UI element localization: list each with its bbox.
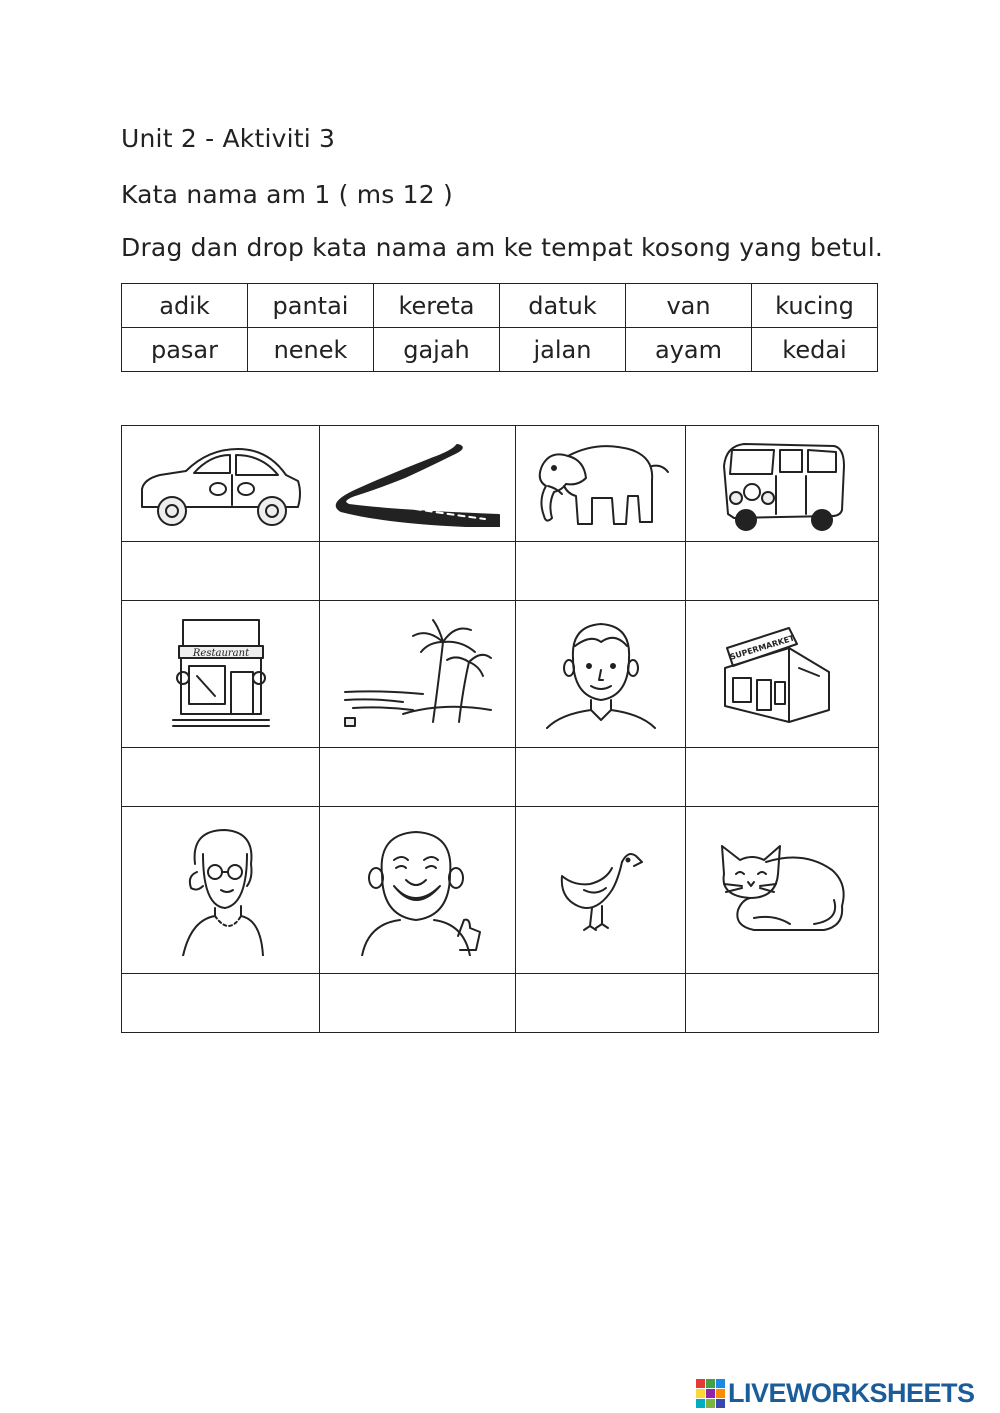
picture-grid: [121, 425, 879, 1033]
answer-dropzone[interactable]: [516, 542, 686, 601]
word-chip[interactable]: pasar: [122, 328, 248, 372]
picture-cell: [122, 426, 320, 542]
answer-dropzone[interactable]: [516, 974, 686, 1033]
word-chip[interactable]: pantai: [248, 284, 374, 328]
word-chip[interactable]: van: [626, 284, 752, 328]
boy-icon: [541, 616, 661, 732]
supermarket-icon: [719, 624, 845, 724]
word-chip[interactable]: gajah: [374, 328, 500, 372]
picture-cell: [122, 807, 320, 974]
chicken-icon: [556, 840, 646, 940]
logo-square: [696, 1379, 705, 1388]
word-chip[interactable]: nenek: [248, 328, 374, 372]
liveworksheets-logo: [696, 1378, 975, 1408]
grandfather-icon: [348, 824, 488, 956]
logo-square: [716, 1399, 725, 1408]
road-icon: [335, 441, 501, 527]
word-chip[interactable]: jalan: [500, 328, 626, 372]
logo-square: [696, 1399, 705, 1408]
logo-text: LIVEWORKSHEETS: [728, 1377, 975, 1408]
word-chip[interactable]: ayam: [626, 328, 752, 372]
word-chip[interactable]: kedai: [752, 328, 878, 372]
restaurant-icon: [171, 616, 271, 732]
logo-square: [706, 1399, 715, 1408]
picture-cell: [686, 807, 879, 974]
answer-dropzone[interactable]: [686, 542, 879, 601]
picture-cell: [122, 601, 320, 748]
answer-dropzone[interactable]: [320, 542, 516, 601]
restaurant-sign: Restaurant: [192, 648, 249, 659]
answer-dropzone[interactable]: [320, 974, 516, 1033]
picture-cell: [320, 426, 516, 542]
car-icon: [138, 441, 304, 527]
lesson-subtitle: Kata nama am 1 ( ms 12 ): [121, 180, 453, 209]
elephant-icon: [528, 436, 674, 532]
picture-cell: [516, 807, 686, 974]
answer-dropzone[interactable]: [686, 748, 879, 807]
van-icon: [714, 436, 850, 532]
logo-square: [696, 1389, 705, 1398]
picture-cell: [516, 426, 686, 542]
picture-cell: [686, 601, 879, 748]
answer-dropzone[interactable]: [686, 974, 879, 1033]
word-bank: [121, 283, 878, 372]
word-chip[interactable]: adik: [122, 284, 248, 328]
cat-icon: [714, 840, 850, 940]
logo-square: [716, 1389, 725, 1398]
picture-cell: [516, 601, 686, 748]
supermarket-sign: SUPERMARKET: [728, 633, 796, 662]
word-chip[interactable]: kucing: [752, 284, 878, 328]
answer-dropzone[interactable]: [122, 542, 320, 601]
answer-dropzone[interactable]: [516, 748, 686, 807]
word-chip[interactable]: kereta: [374, 284, 500, 328]
picture-cell: [686, 426, 879, 542]
picture-cell: [320, 807, 516, 974]
picture-cell: [320, 601, 516, 748]
logo-square: [706, 1379, 715, 1388]
logo-squares-icon: [696, 1379, 725, 1408]
logo-square: [706, 1389, 715, 1398]
answer-dropzone[interactable]: [122, 748, 320, 807]
word-chip[interactable]: datuk: [500, 284, 626, 328]
unit-title: Unit 2 - Aktiviti 3: [121, 124, 336, 153]
instruction-text: Drag dan drop kata nama am ke tempat kosong yang betul.: [121, 233, 884, 262]
answer-dropzone[interactable]: [320, 748, 516, 807]
grandmother-icon: [171, 824, 271, 956]
beach-icon: [343, 618, 493, 730]
logo-square: [716, 1379, 725, 1388]
answer-dropzone[interactable]: [122, 974, 320, 1033]
